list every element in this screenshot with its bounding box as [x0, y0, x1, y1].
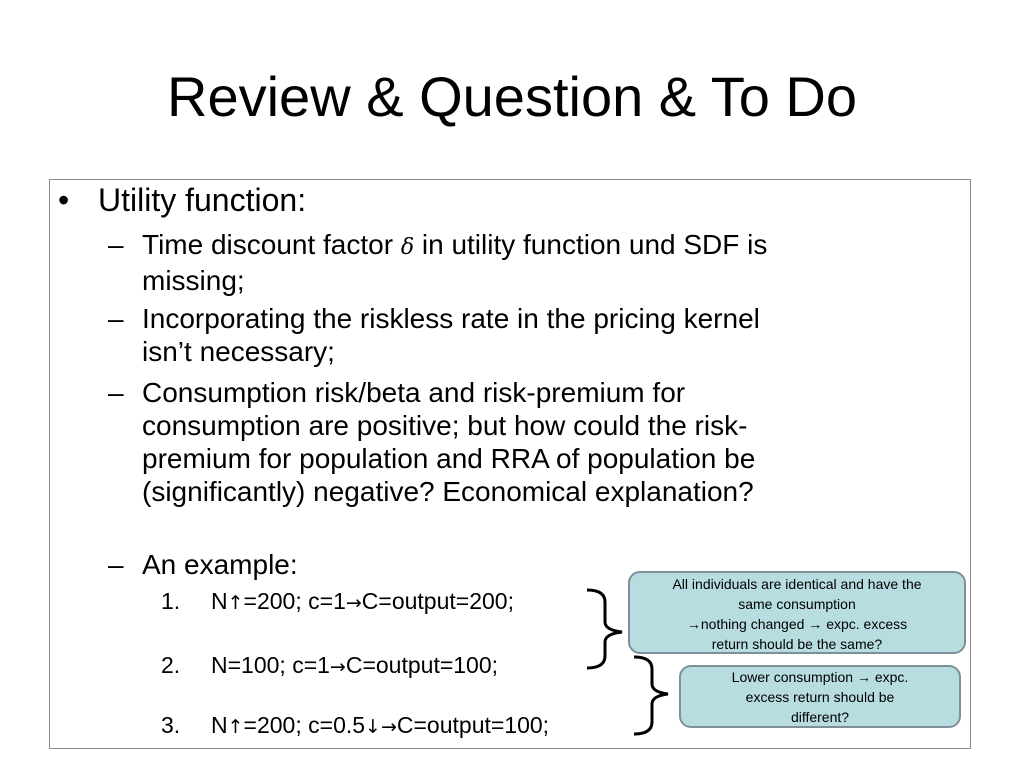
bullet-marker: • [58, 182, 70, 218]
list-item-text: N↑=200; c=0.5↓→C=output=100; [211, 712, 550, 738]
dash-marker: – [108, 229, 124, 260]
callout-line: All individuals are identical and have the [672, 576, 922, 592]
up-arrow-icon: ↑ [227, 716, 244, 738]
sub-bullet-line: premium for population and RRA of population be [142, 443, 756, 474]
callout-line: excess return should be [745, 689, 895, 705]
sub-bullet-line: Incorporating the riskless rate in the pricing kernel [142, 303, 760, 334]
list-item-text: N=100; c=1→C=output=100; [211, 652, 499, 678]
down-arrow-icon: ↓ [365, 716, 381, 738]
up-arrow-icon: ↑ [227, 592, 244, 614]
callout-line: same consumption [738, 596, 856, 612]
list-number: 3. [161, 712, 181, 738]
bullet-text: Utility function: [98, 182, 307, 218]
sub-bullet-line: isn’t necessary; [142, 336, 335, 367]
callout-line: different? [790, 709, 850, 725]
list-number: 2. [161, 652, 181, 678]
sub-bullet-line: Time discount factor δ in utility function und SDF is [142, 229, 768, 260]
sub-bullet-line: consumption are positive; but how could the risk- [142, 410, 748, 441]
right-arrow-icon: → [345, 592, 362, 614]
callout-lower-consumption [679, 665, 961, 728]
right-arrow-icon: → [329, 656, 346, 678]
callout-line: return should be the same? [711, 636, 883, 652]
list-item-text: N↑=200; c=1→C=output=200; [211, 588, 514, 614]
right-arrow-icon: → [380, 716, 397, 738]
callout-line: Lower consumption → expc. [731, 669, 909, 685]
dash-marker: – [108, 303, 124, 334]
sub-bullet-line: (significantly) negative? Economical explanation? [142, 476, 754, 507]
delta-symbol: δ [400, 235, 415, 260]
callout-line: →nothing changed → expc. excess [686, 616, 908, 632]
callout-identical-individuals [628, 571, 966, 654]
sub-bullet-line: missing; [142, 265, 245, 296]
list-number: 1. [161, 588, 181, 614]
dash-marker: – [108, 549, 124, 580]
sub-bullet-line: An example: [142, 549, 298, 580]
dash-marker: – [108, 377, 124, 408]
sub-bullet-line: Consumption risk/beta and risk-premium for [142, 377, 686, 408]
slide-title: Review & Question & To Do [167, 65, 857, 128]
